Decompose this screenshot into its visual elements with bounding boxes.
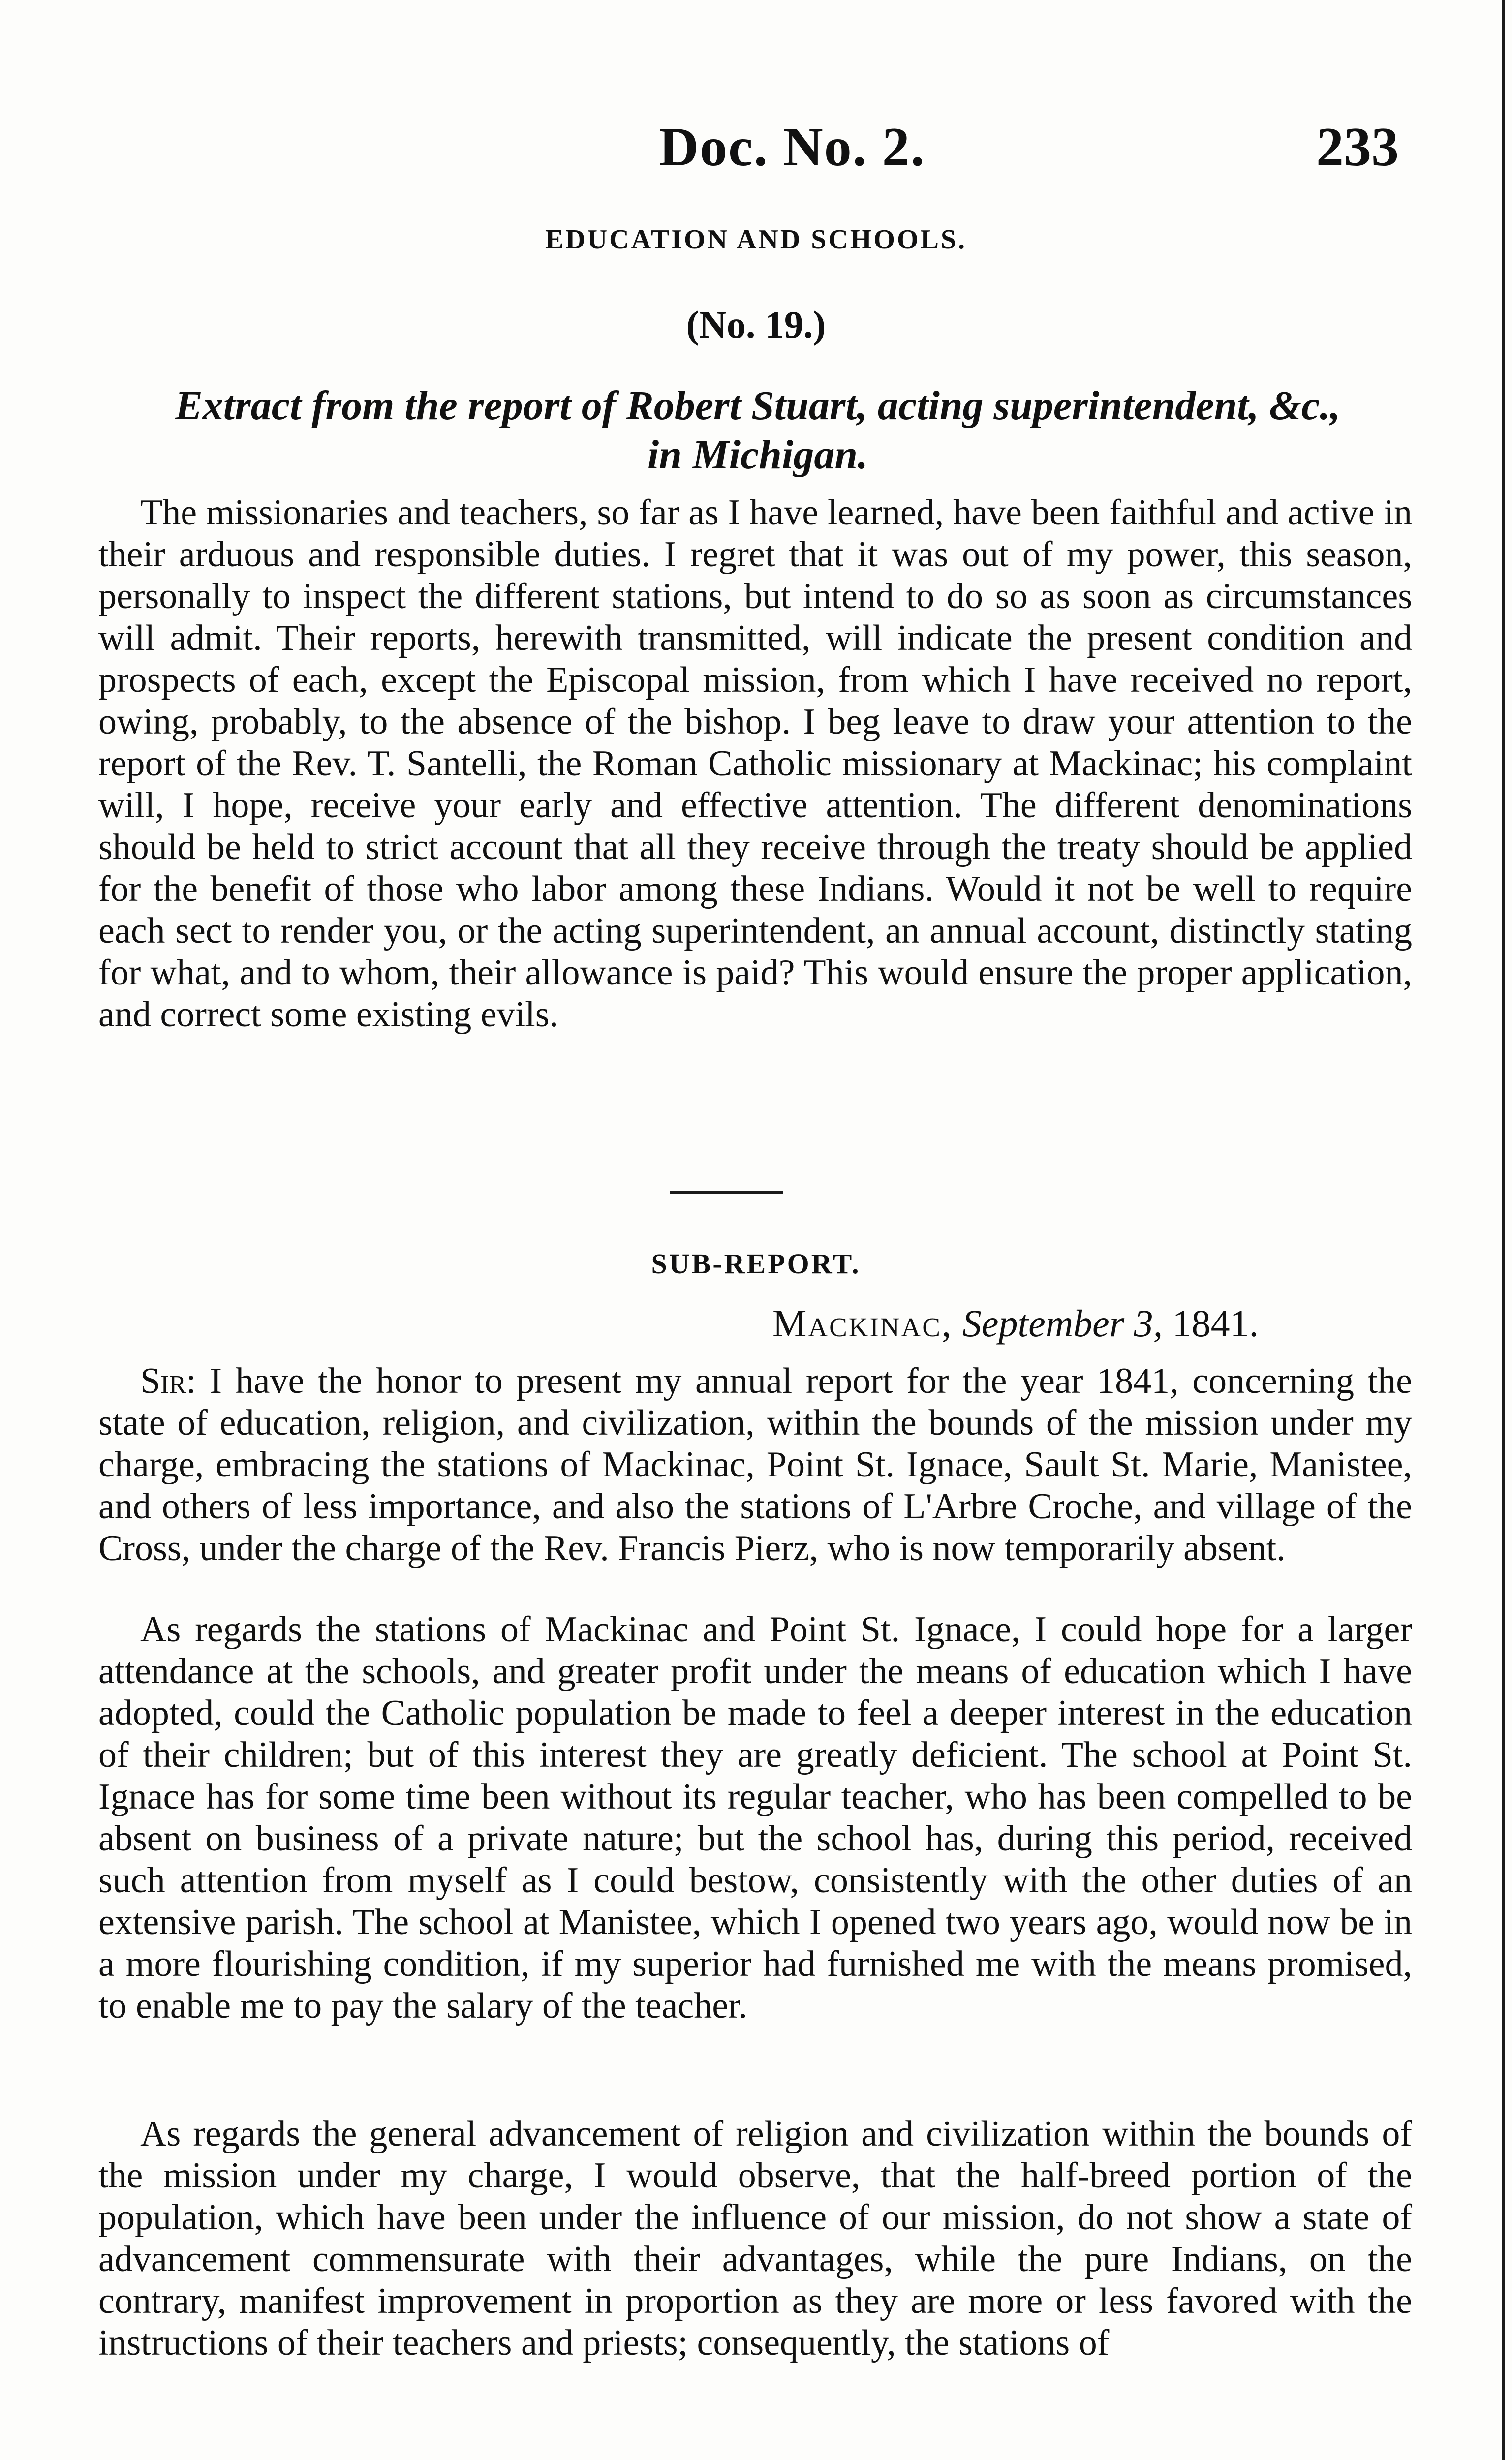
doc-title: Doc. No. 2.	[659, 117, 926, 178]
page-number: 233	[1316, 117, 1399, 178]
sub-report-paragraph: As regards the stations of Mackinac and Point St. Ignace, I could hope for a larger attendance at the schools, and greater profit under the means of education which I have adopted, could the Catholic population be made to feel a deeper interest in the education of their children; but of this interest they are greatly deficient. The school at Point St. Ignace has for some time been without its regular teacher, who has been compelled to be absent on business of a private nature; but the school has, during this period, received such attention from myself as I could bestow, consistently with the other duties of an extensive parish. The school at Manistee, which I opened two years ago, would now be in a more flourishing condition, if my superior had furnished me with the means promised, to enable me to pay the salary of the teacher.	[98, 1609, 1412, 2026]
extract-title-line-2: in Michigan.	[647, 432, 868, 478]
sub-report-paragraph-body: I have the honor to present my annual report for the year 1841, concerning the state of education, religion, and civilization, within the bounds of the mission under my charge, embracing the stations of Mackinac, Point St. Ignace, Sault St. Marie, Manistee, and others of less importance, and also the stations of L'Arbre Croche, and village of the Cross, under the charge of the Rev. Francis Pierz, who is now temporarily absent.	[98, 1361, 1412, 1568]
section-title: EDUCATION AND SCHOOLS.	[545, 224, 967, 255]
page-edge-line	[1502, 0, 1505, 2460]
extract-title	[98, 381, 1417, 480]
sub-report-paragraph	[98, 1360, 1412, 1569]
dateline-year: 1841.	[1172, 1302, 1259, 1345]
dateline-place: Mackinac,	[772, 1302, 953, 1345]
sub-report-heading: SUB-REPORT.	[651, 1248, 861, 1280]
report-paragraph: The missionaries and teachers, so far as I have learned, have been faithful and active in their arduous and responsible duties. I regret that it was out of my power, this season, personally to inspect the different stations, but intend to do so as soon as circumstances will admit. Their reports, herewith transmitted, will indicate the present condition and prospects of each, except the Episcopal mission, from which I have received no report, owing, probably, to the absence of the bishop. I beg leave to draw your attention to the report of the Rev. T. Santelli, the Roman Catholic missionary at Mackinac; his complaint will, I hope, receive your early and effective attention. The different denominations should be held to strict account that all they receive through the treaty should be applied for the benefit of those who labor among these Indians. Would it not be well to require each sect to render you, or the acting superintendent, an annual account, distinctly stating for what, and to whom, their allowance is paid? This would ensure the proper application, and correct some existing evils.	[98, 492, 1412, 1035]
dateline-date: September 3,	[962, 1302, 1163, 1345]
dateline	[772, 1301, 1363, 1346]
page-header	[0, 116, 1512, 184]
sub-report-paragraph: As regards the general advancement of religion and civilization within the bounds of the mission under my charge, I would observe, that the half-breed portion of the population, which have been under the influence of our mission, do not show a state of advancement commensurate with their advantages, while the pure Indians, on the contrary, manifest improvement in proportion as they are more or less favored with the instructions of their teachers and priests; consequently, the stations of	[98, 2114, 1412, 2363]
section-divider	[670, 1191, 783, 1194]
extract-title-line-1: Extract from the report of Robert Stuart, acting superintendent, &c.,	[175, 383, 1341, 429]
document-number: (No. 19.)	[686, 303, 826, 346]
salutation: Sir:	[140, 1361, 196, 1401]
